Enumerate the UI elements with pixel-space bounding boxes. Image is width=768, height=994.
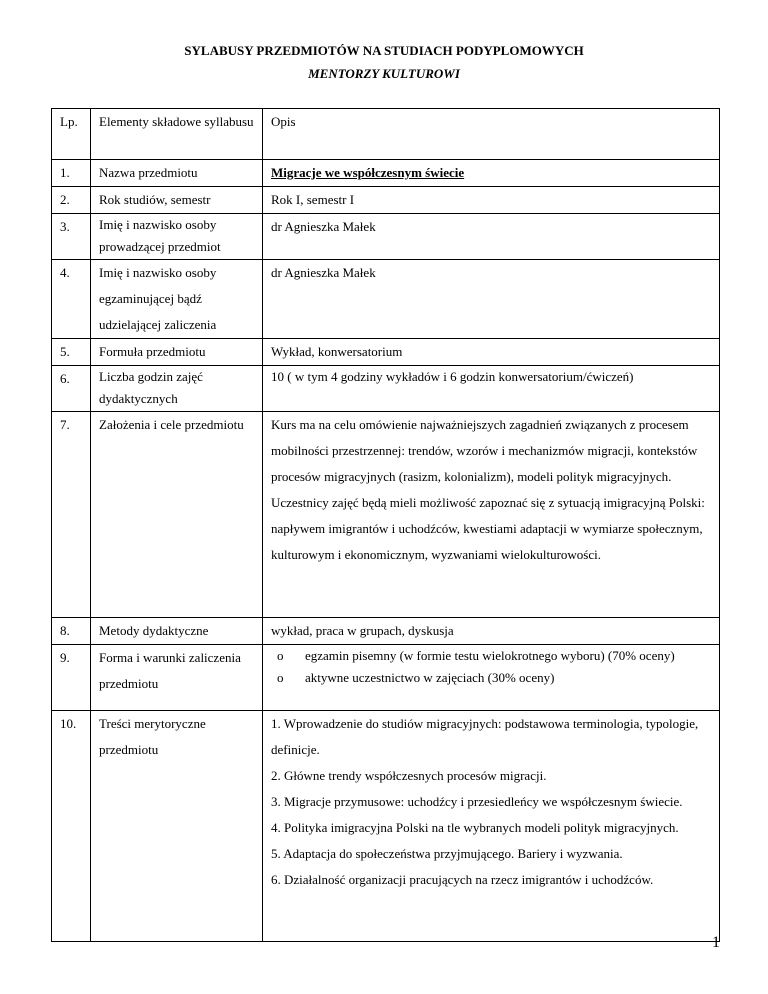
table-header-row bbox=[52, 109, 720, 160]
row-element: Imię i nazwisko osoby egzaminującej bądź udzielającej zaliczenia bbox=[91, 260, 263, 339]
page-number: 1 bbox=[712, 934, 720, 951]
list-item bbox=[271, 645, 719, 667]
table-row bbox=[52, 214, 720, 260]
list-item-text: egzamin pisemny (w formie testu wielokrotnego wyboru) (70% oceny) bbox=[305, 648, 675, 663]
table-row bbox=[52, 412, 720, 618]
row-opis: Kurs ma na celu omówienie najważniejszych zagadnień związanych z procesem mobilności przestrzennej: trendów, wzorów i mechanizmów migracji, kontekstów procesów migracyjnych (rasizm, kolonializm), modeli polityk migracyjnych. Uczestnicy zajęć będą mieli możliwość zapoznać się z sytuacją imigracyjną Polski: napływem imigrantów i uchodźców, kwestiami adaptacji w wymiarze społecznym, kulturowym i ekonomicznym, wyzwaniami wielokulturowości. bbox=[263, 412, 720, 618]
row-lp: 4. bbox=[52, 260, 91, 339]
content-item: 6. Działalność organizacji pracujących na rzecz imigrantów i uchodźców. bbox=[271, 872, 654, 887]
table-row bbox=[52, 339, 720, 366]
list-item-text: aktywne uczestnictwo w zajęciach (30% oceny) bbox=[305, 670, 555, 685]
row-lp: 7. bbox=[52, 412, 91, 618]
table-row bbox=[52, 366, 720, 412]
table-row bbox=[52, 645, 720, 711]
table-row bbox=[52, 187, 720, 214]
content-item: 2. Główne trendy współczesnych procesów migracji. bbox=[271, 768, 547, 783]
row-opis bbox=[263, 711, 720, 942]
bullet-marker: o bbox=[277, 670, 284, 685]
document-title: SYLABUSY PRZEDMIOTÓW NA STUDIACH PODYPLOMOWYCH bbox=[184, 43, 584, 58]
row-lp: 2. bbox=[52, 187, 91, 214]
row-lp: 5. bbox=[52, 339, 91, 366]
row-element: Formuła przedmiotu bbox=[91, 339, 263, 366]
row-lp: 1. bbox=[52, 160, 91, 187]
list-item bbox=[271, 667, 719, 689]
row-opis: Rok I, semestr I bbox=[263, 187, 720, 214]
row-lp: 8. bbox=[52, 618, 91, 645]
row-element: Rok studiów, semestr bbox=[91, 187, 263, 214]
table-row bbox=[52, 260, 720, 339]
row-lp: 6. bbox=[52, 366, 91, 412]
row-lp: 9. bbox=[52, 645, 91, 711]
document-subtitle: MENTORZY KULTUROWI bbox=[308, 66, 460, 81]
table-row bbox=[52, 711, 720, 942]
row-opis bbox=[263, 160, 720, 187]
row-opis bbox=[263, 645, 720, 711]
row-element: Treści merytoryczne przedmiotu bbox=[91, 711, 263, 942]
table-row bbox=[52, 160, 720, 187]
row-element: Liczba godzin zajęć dydaktycznych bbox=[91, 366, 263, 412]
row-opis: 10 ( w tym 4 godziny wykładów i 6 godzin konwersatorium/ćwiczeń) bbox=[263, 366, 720, 412]
course-name: Migracje we współczesnym świecie bbox=[271, 165, 465, 180]
syllabus-table bbox=[51, 108, 720, 942]
content-item: 3. Migracje przymusowe: uchodźcy i przesiedleńcy we współczesnym świecie. bbox=[271, 794, 683, 809]
content-item: 5. Adaptacja do społeczeństwa przyjmującego. Bariery i wyzwania. bbox=[271, 846, 623, 861]
row-element: Forma i warunki zaliczenia przedmiotu bbox=[91, 645, 263, 711]
table-row bbox=[52, 618, 720, 645]
row-element: Nazwa przedmiotu bbox=[91, 160, 263, 187]
content-item: 1. Wprowadzenie do studiów migracyjnych: podstawowa terminologia, typologie, definicje. bbox=[271, 716, 699, 757]
row-element: Założenia i cele przedmiotu bbox=[91, 412, 263, 618]
row-lp: 3. bbox=[52, 214, 91, 260]
header-lp: Lp. bbox=[52, 109, 91, 160]
header-element: Elementy składowe syllabusu bbox=[91, 109, 263, 160]
row-element: Imię i nazwisko osoby prowadzącej przedmiot bbox=[91, 214, 263, 260]
row-opis: dr Agnieszka Małek bbox=[263, 260, 720, 339]
content-item: 4. Polityka imigracyjna Polski na tle wybranych modeli polityk migracyjnych. bbox=[271, 820, 679, 835]
row-opis: dr Agnieszka Małek bbox=[263, 214, 720, 260]
assessment-list bbox=[271, 645, 719, 689]
row-lp: 10. bbox=[52, 711, 91, 942]
bullet-marker: o bbox=[277, 648, 284, 663]
row-opis: Wykład, konwersatorium bbox=[263, 339, 720, 366]
header-opis: Opis bbox=[263, 109, 720, 160]
row-opis: wykład, praca w grupach, dyskusja bbox=[263, 618, 720, 645]
row-element: Metody dydaktyczne bbox=[91, 618, 263, 645]
